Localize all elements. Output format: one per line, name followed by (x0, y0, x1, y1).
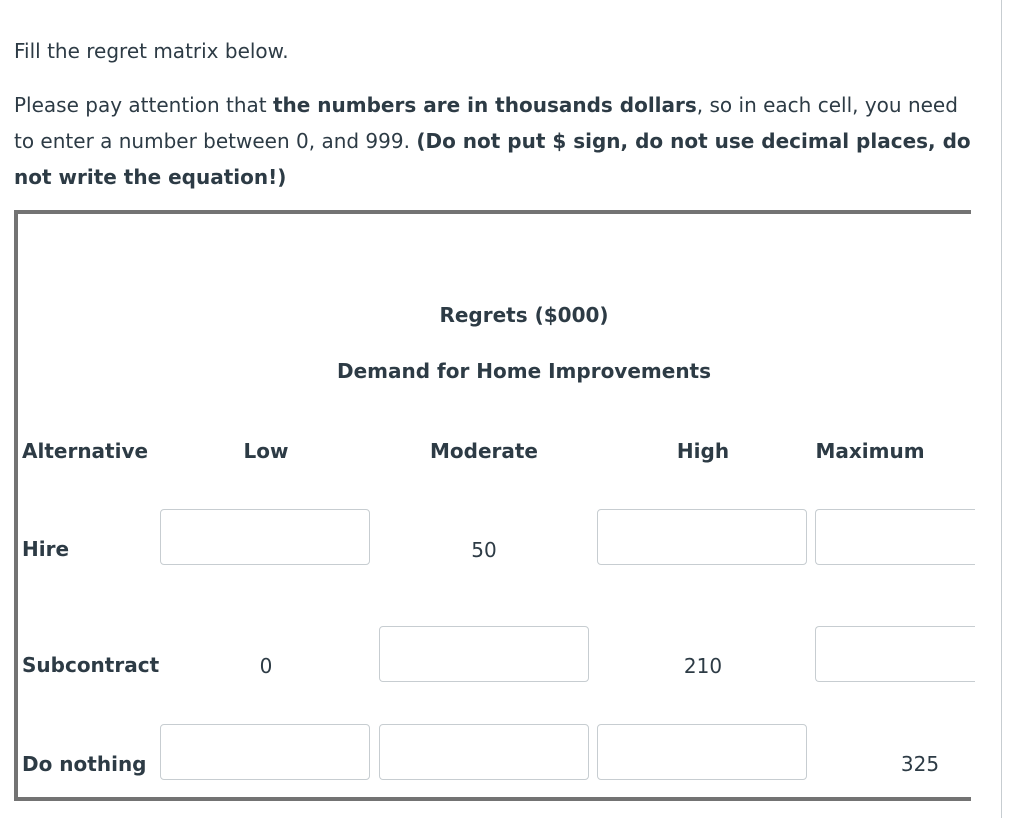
content-right-border (1001, 0, 1002, 818)
subcontract-moderate-input[interactable] (379, 626, 589, 682)
hire-low-input[interactable] (160, 509, 370, 565)
instruction-line: Fill the regret matrix below. (14, 39, 289, 63)
subcontract-high-value: 210 (683, 654, 723, 678)
row-label-do-nothing: Do nothing (22, 752, 147, 776)
header-maximum: Maximum (815, 439, 925, 463)
instruction-emphasis-rules: (Do not put $ sign, do not use decimal places, do not write the equation!) (14, 129, 971, 189)
header-high: High (676, 439, 730, 463)
hire-high-input[interactable] (597, 509, 807, 565)
row-label-hire: Hire (22, 537, 70, 561)
row-label-subcontract: Subcontract (22, 653, 160, 677)
header-low: Low (243, 439, 289, 463)
subcontract-low-value: 0 (259, 654, 273, 678)
do-nothing-moderate-input[interactable] (379, 724, 589, 780)
question-instructions (14, 33, 979, 195)
header-moderate: Moderate (429, 439, 539, 463)
do-nothing-maximum-value: 325 (900, 752, 940, 776)
regret-matrix-table (14, 210, 971, 801)
subcontract-maximum-input[interactable] (815, 626, 975, 682)
matrix-title: Regrets ($000) (439, 303, 609, 327)
hire-moderate-value: 50 (471, 538, 497, 562)
instruction-emphasis-thousands: the numbers are in thousands dollars (272, 93, 697, 117)
hire-maximum-input[interactable] (815, 509, 975, 565)
header-alternative: Alternative (22, 439, 149, 463)
do-nothing-high-input[interactable] (597, 724, 807, 780)
do-nothing-low-input[interactable] (160, 724, 370, 780)
matrix-subtitle: Demand for Home Improvements (336, 359, 712, 383)
instruction-note: Please pay attention that the numbers are in thousands dollars, so in each cell, you need to enter a number between 0, and 999. (Do not put $ sign, do not use decimal places, do not write the equation!) (14, 93, 971, 189)
